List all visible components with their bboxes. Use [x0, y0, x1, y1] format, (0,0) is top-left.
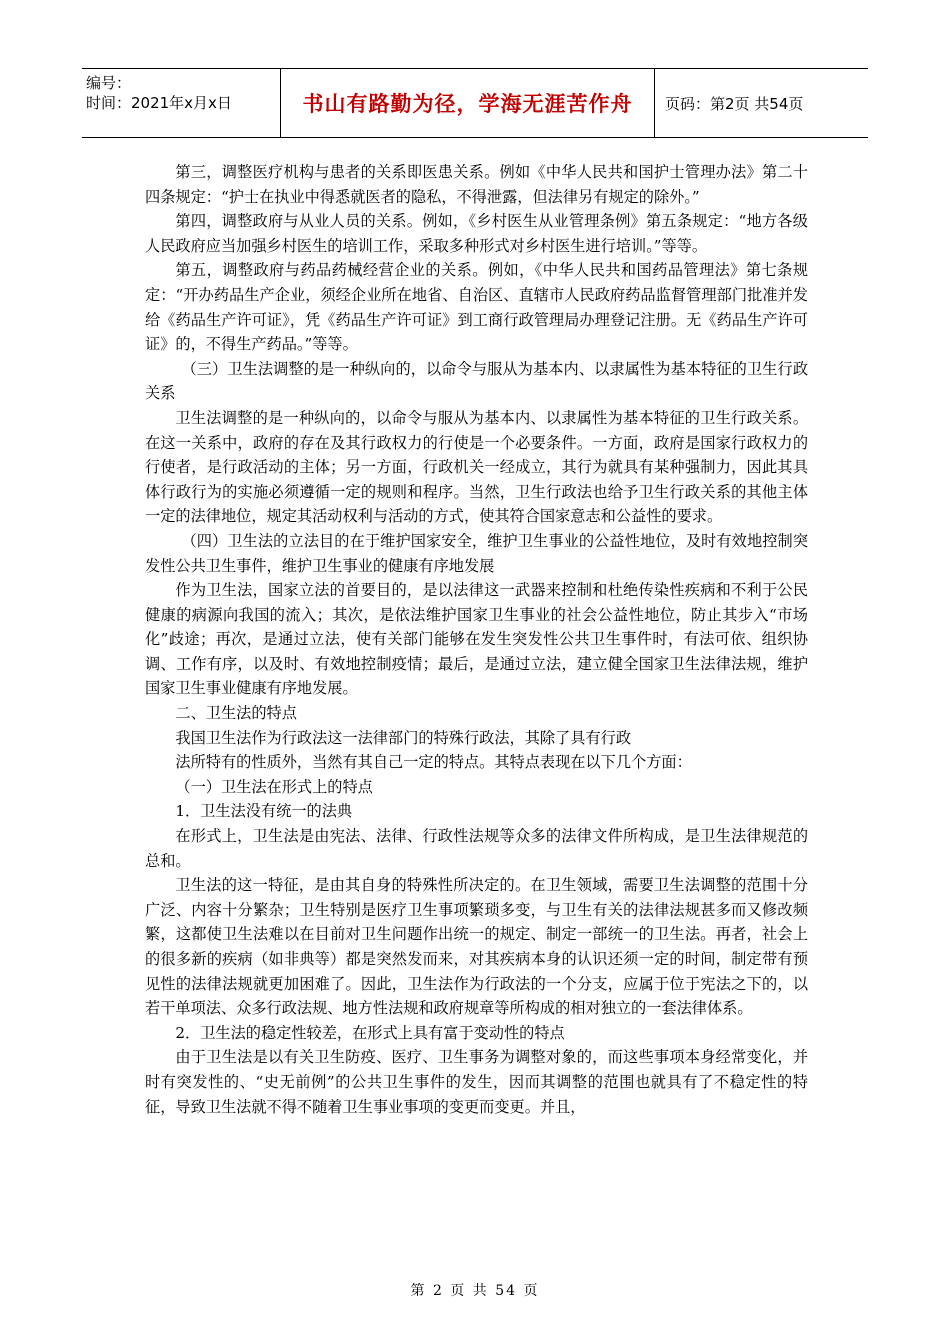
document-body	[145, 160, 808, 1119]
paragraph: 第五，调整政府与药品药械经营企业的关系。例如，《中华人民共和国药品管理法》第七条规定：“开办药品生产企业，须经企业所在地省、自治区、直辖市人民政府药品监督管理部门批准并发给《药品生产许可证》，凭《药品生产许可证》到工商行政管理局办理登记注册。无《药品生产许可证》的，不得生产药品。”等等。	[145, 261, 808, 354]
paragraph: （一）卫生法在形式上的特点	[175, 777, 373, 796]
header-meta	[82, 69, 280, 137]
paragraph: 第四，调整政府与从业人员的关系。例如，《乡村医生从业管理条例》第五条规定：“地方各级人民政府应当加强乡村医生的培训工作，采取多种形式对乡村医生进行培训。”等等。	[145, 212, 808, 255]
page-header	[82, 68, 868, 138]
paragraph: 第三，调整医疗机构与患者的关系即医患关系。例如《中华人民共和国护士管理办法》第二十四条规定：“护士在执业中得悉就医者的隐私，不得泄露，但法律另有规定的除外。”	[145, 163, 808, 206]
header-page-info: 页码：第2页 共54页	[665, 94, 804, 113]
paragraph: 二、卫生法的特点	[175, 704, 297, 723]
paragraph: （三）卫生法调整的是一种纵向的，以命令与服从为基本内、以隶属性为基本特征的卫生行政关系	[145, 359, 808, 403]
paragraph: 在形式上，卫生法是由宪法、法律、行政性法规等众多的法律文件所构成，是卫生法律规范的总和。	[145, 827, 808, 870]
paragraph: 卫生法的这一特征，是由其自身的特殊性所决定的。在卫生领域，需要卫生法调整的范围十分广泛、内容十分繁杂；卫生特别是医疗卫生事项繁琐多变，与卫生有关的法律法规甚多而又修改频繁，这都使卫生法难以在目前对卫生问题作出统一的规定、制定一部统一的卫生法。再者，社会上的很多新的疾病（如非典等）都是突然发而来，对其疾病本身的认识还须一定的时间，制定带有预见性的法律法规就更加困难了。因此，卫生法作为行政法的一个分支，应属于位于宪法之下的，以若干单项法、众多行政法规、地方性法规和政府规章等所构成的相对独立的一套法律体系。	[145, 876, 808, 1018]
paragraph: 作为卫生法，国家立法的首要目的，是以法律这一武器来控制和杜绝传染性疾病和不利于公民健康的病源向我国的流入；其次，是依法维护国家卫生事业的社会公益性地位，防止其步入“市场化”歧途；再次，是通过立法，使有关部门能够在发生突发性公共卫生事件时，有法可依、组织协调、工作有序，以及时、有效地控制疫情；最后，是通过立法，建立健全国家卫生法律法规，维护国家卫生事业健康有序地发展。	[145, 581, 808, 698]
paragraph: 1．卫生法没有统一的法典	[175, 802, 353, 821]
paragraph: 法所特有的性质外，当然有其自己一定的特点。其特点表现在以下几个方面：	[175, 753, 692, 772]
header-motto: 书山有路勤为径，学海无涯苦作舟	[280, 69, 655, 137]
paragraph: 2．卫生法的稳定性较差，在形式上具有富于变动性的特点	[175, 1023, 565, 1042]
paragraph: （四）卫生法的立法目的在于维护国家安全，维护卫生事业的公益性地位，及时有效地控制突发性公共卫生事件，维护卫生事业的健康有序地发展	[145, 531, 808, 575]
document-number-label: 编号：	[86, 74, 132, 92]
document-date-label: 时间：2021年x月x日	[86, 94, 232, 112]
paragraph: 由于卫生法是以有关卫生防疫、医疗、卫生事务为调整对象的，而这些事项本身经常变化，并时有突发性的、“史无前例”的公共卫生事件的发生，因而其调整的范围也就具有了不稳定性的特征，导致卫生法就不得不随着卫生事业事项的变更而变更。并且，	[145, 1048, 808, 1116]
paragraph: 卫生法调整的是一种纵向的，以命令与服从为基本内、以隶属性为基本特征的卫生行政关系。在这一关系中，政府的存在及其行政权力的行使是一个必要条件。一方面，政府是国家行政权力的行使者，是行政活动的主体；另一方面，行政机关一经成立，其行为就具有某种强制力，因此其具体行政行为的实施必须遵循一定的规则和程序。当然，卫生行政法也给予卫生行政关系的其他主体一定的法律地位，规定其活动权利与活动的方式，使其符合国家意志和公益性的要求。	[145, 408, 808, 526]
paragraph: 我国卫生法作为行政法这一法律部门的特殊行政法，其除了具有行政	[175, 728, 632, 747]
page-footer: 第 2 页 共 54 页	[410, 1283, 540, 1299]
